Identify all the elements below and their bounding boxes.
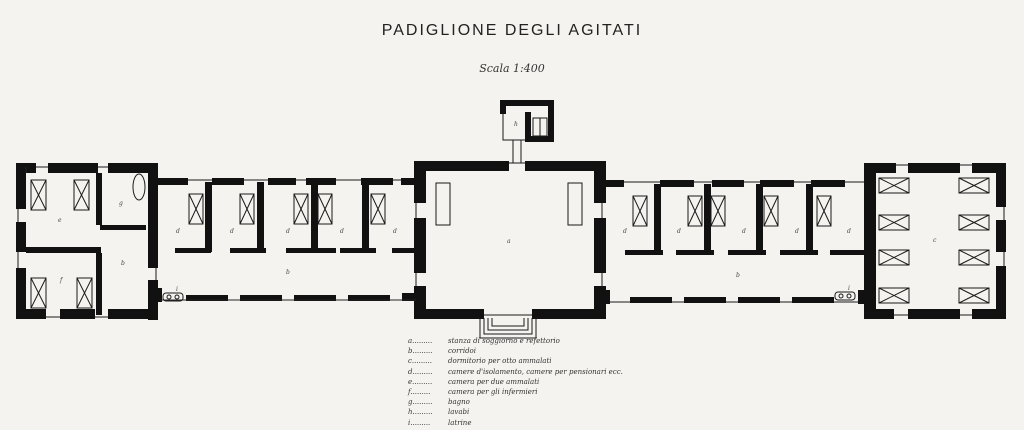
legend-item xyxy=(408,377,623,387)
room-label-b-left: b xyxy=(286,269,290,276)
legend-text: camera per gli infermieri xyxy=(448,388,538,397)
legend-key: f......... xyxy=(408,388,431,397)
room-label-f: f xyxy=(60,277,63,284)
room-label-h: h xyxy=(514,121,518,128)
bed-e-1 xyxy=(31,180,46,210)
legend-key: c......... xyxy=(408,357,432,366)
legend-key: i......... xyxy=(408,418,431,427)
plan-title: PADIGLIONE DEGLI AGITATI xyxy=(381,22,643,39)
legend-key: g......... xyxy=(408,398,433,407)
legend xyxy=(408,336,623,428)
bed-f-2 xyxy=(77,278,92,308)
legend-key: d......... xyxy=(408,367,433,376)
legend-item xyxy=(408,407,623,417)
room-label-b-right: b xyxy=(736,272,740,279)
room-label-d-6: d xyxy=(623,228,627,235)
bed-f-1 xyxy=(31,278,46,308)
room-label-d-1: d xyxy=(176,228,180,235)
legend-text: camera per due ammalati xyxy=(448,377,540,386)
room-label-d-5: d xyxy=(393,228,397,235)
room-label-d-3: d xyxy=(286,228,290,235)
room-label-d-8: d xyxy=(742,228,746,235)
legend-text: corridoi xyxy=(448,347,476,356)
legend-item xyxy=(408,397,623,407)
room-label-g: g xyxy=(119,200,123,207)
legend-item xyxy=(408,356,623,366)
room-label-e: e xyxy=(58,217,62,224)
room-label-d-4: d xyxy=(340,228,344,235)
plan-scale: Scala 1:400 xyxy=(479,62,545,75)
legend-item xyxy=(408,367,623,377)
legend-key: h......... xyxy=(408,408,433,417)
room-label-i-left: i xyxy=(176,286,178,293)
entrance-steps xyxy=(480,318,536,338)
bed-e-2 xyxy=(74,180,89,210)
legend-text: stanza di soggiorno e refettorio xyxy=(448,337,560,345)
room-label-d-2: d xyxy=(230,228,234,235)
legend-key: b......... xyxy=(408,347,433,356)
legend-item xyxy=(408,336,623,346)
legend-text: camere d'isolamento, camere per pensionari ecc. xyxy=(448,367,623,376)
legend-key: e......... xyxy=(408,377,433,386)
legend-text: dormitorio per otto ammalati xyxy=(448,357,552,366)
room-label-d-10: d xyxy=(847,228,851,235)
legend-text: bagno xyxy=(448,398,470,407)
legend-item xyxy=(408,346,623,356)
room-label-i-right: i xyxy=(848,285,850,292)
room-label-a: a xyxy=(507,238,511,245)
room-label-c: c xyxy=(933,237,937,244)
legend-item xyxy=(408,387,623,397)
legend-text: latrine xyxy=(448,418,472,427)
legend-item xyxy=(408,418,623,428)
legend-key: a......... xyxy=(408,337,433,345)
legend-text: lavabi xyxy=(448,408,470,417)
room-label-d-9: d xyxy=(795,228,799,235)
room-label-d-7: d xyxy=(677,228,681,235)
room-label-b-left-wing: b xyxy=(121,260,125,267)
